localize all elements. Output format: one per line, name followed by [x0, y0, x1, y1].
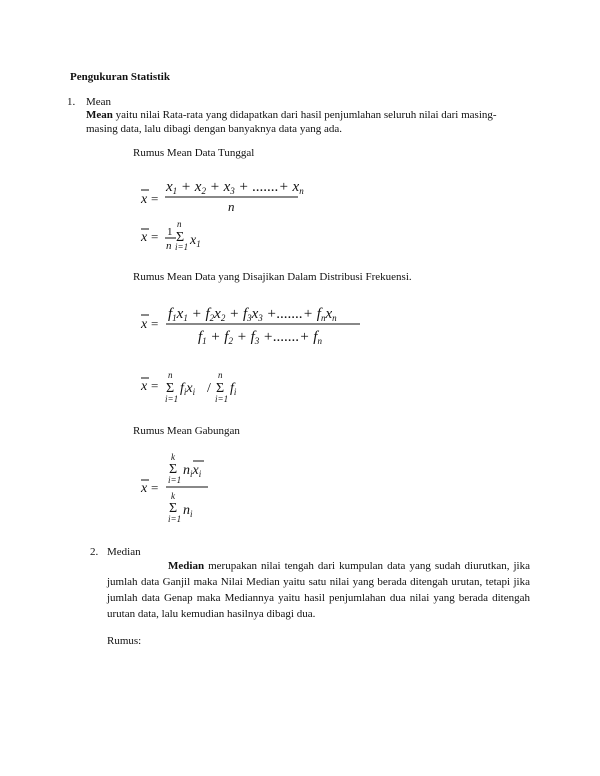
- numerator-term: $n_ix_i$: [183, 463, 202, 479]
- mean-description-line-1: [86, 108, 497, 123]
- mean-heading: Mean: [86, 96, 112, 108]
- sigma-lower-limit: i=1: [168, 514, 182, 524]
- sigma-symbol: Σ: [176, 230, 185, 245]
- mean-single-formula-title: Rumus Mean Data Tunggal: [133, 147, 255, 159]
- x-bar-symbol: x: [141, 379, 148, 394]
- f-term: $f_i$: [230, 381, 237, 397]
- median-heading: Median: [107, 546, 141, 558]
- x-sub-1: $x_1$: [190, 233, 201, 249]
- page-title: Pengukuran Statistik: [70, 71, 170, 83]
- median-bold-term: Median: [168, 560, 205, 572]
- mean-list-number: 1.: [67, 96, 76, 108]
- sigma-upper-limit: n: [218, 370, 223, 380]
- numerator-sum: $x_1 + x_2 + x_3$ + .......+ $x_n$: [166, 179, 304, 196]
- mean-frequency-formula-title: Rumus Mean Data yang Disajikan Dalam Distribusi Frekuensi.: [133, 271, 412, 283]
- mean-bold-term: Mean: [86, 109, 113, 121]
- x-bar-symbol: x: [141, 481, 148, 496]
- median-rumus-label: Rumus:: [107, 635, 142, 647]
- mean-frequency-fraction-formula: [138, 300, 368, 350]
- sigma-symbol: Σ: [169, 501, 178, 516]
- sigma-lower-limit: i=1: [168, 475, 182, 485]
- denominator-frequency-sum: $f_1 + f_2 + f_3$ +.......+ $f_n$: [198, 329, 322, 346]
- equals-sign: =: [151, 378, 159, 393]
- fraction-one: 1: [167, 226, 173, 238]
- sigma-upper-limit: k: [171, 452, 175, 462]
- mean-combined-formula-title: Rumus Mean Gabungan: [133, 425, 240, 437]
- mean-frequency-sigma-formula: [138, 368, 258, 408]
- x-bar-symbol: x: [141, 230, 148, 245]
- fx-term: $f_ix_i$: [180, 381, 196, 397]
- x-bar-symbol: x: [141, 317, 148, 332]
- mean-description-text: yaitu nilai Rata-rata yang didapatkan dari hasil penjumlahan seluruh nilai dari masing-: [112, 109, 497, 121]
- sigma-lower-limit: i=1: [215, 394, 229, 404]
- sigma-symbol: Σ: [166, 381, 175, 396]
- mean-description-line-2: masing data, lalu dibagi dengan banyaknya data yang ada.: [86, 123, 342, 135]
- sigma-upper-limit: n: [177, 219, 182, 229]
- median-paragraph-first-line: [107, 558, 530, 574]
- denominator-term: $n_i$: [183, 503, 193, 519]
- sigma-upper-limit: k: [171, 491, 175, 501]
- median-paragraph-rest: jumlah data Ganjil maka Nilai Median yaitu satu nilai yang berada ditengah urutan, tetapi jika jumlah data Genap maka Mediannya yaitu hasil penjumlahan dua nilai yang berada ditengah urutan data, lalu kemudian hasilnya dibagi dua.: [107, 576, 530, 620]
- median-paragraph: [107, 558, 530, 622]
- denominator-n: n: [228, 199, 235, 214]
- division-slash: /: [207, 381, 211, 396]
- sigma-symbol: Σ: [216, 381, 225, 396]
- equals-sign: =: [151, 229, 159, 244]
- equals-sign: =: [151, 316, 159, 331]
- mean-single-fraction-formula: [138, 175, 308, 217]
- equals-sign: =: [151, 480, 159, 495]
- sigma-lower-limit: i=1: [175, 242, 189, 252]
- sigma-upper-limit: n: [168, 370, 173, 380]
- mean-single-sigma-formula: [138, 218, 228, 252]
- sigma-symbol: Σ: [169, 462, 178, 477]
- x-bar-symbol: x: [141, 192, 148, 207]
- mean-combined-formula: [138, 450, 218, 530]
- numerator-weighted-sum: $f_1x_1 + f_2x_2 + f_3x_3$ +.......+ $f_nx_n$: [168, 306, 337, 323]
- equals-sign: =: [151, 191, 159, 206]
- fraction-n: n: [166, 240, 172, 252]
- sigma-lower-limit: i=1: [165, 394, 179, 404]
- median-first-line-text: merupakan nilai tengah dari kumpulan data yang sudah diurutkan, jika: [204, 560, 530, 572]
- median-list-number: 2.: [90, 546, 99, 558]
